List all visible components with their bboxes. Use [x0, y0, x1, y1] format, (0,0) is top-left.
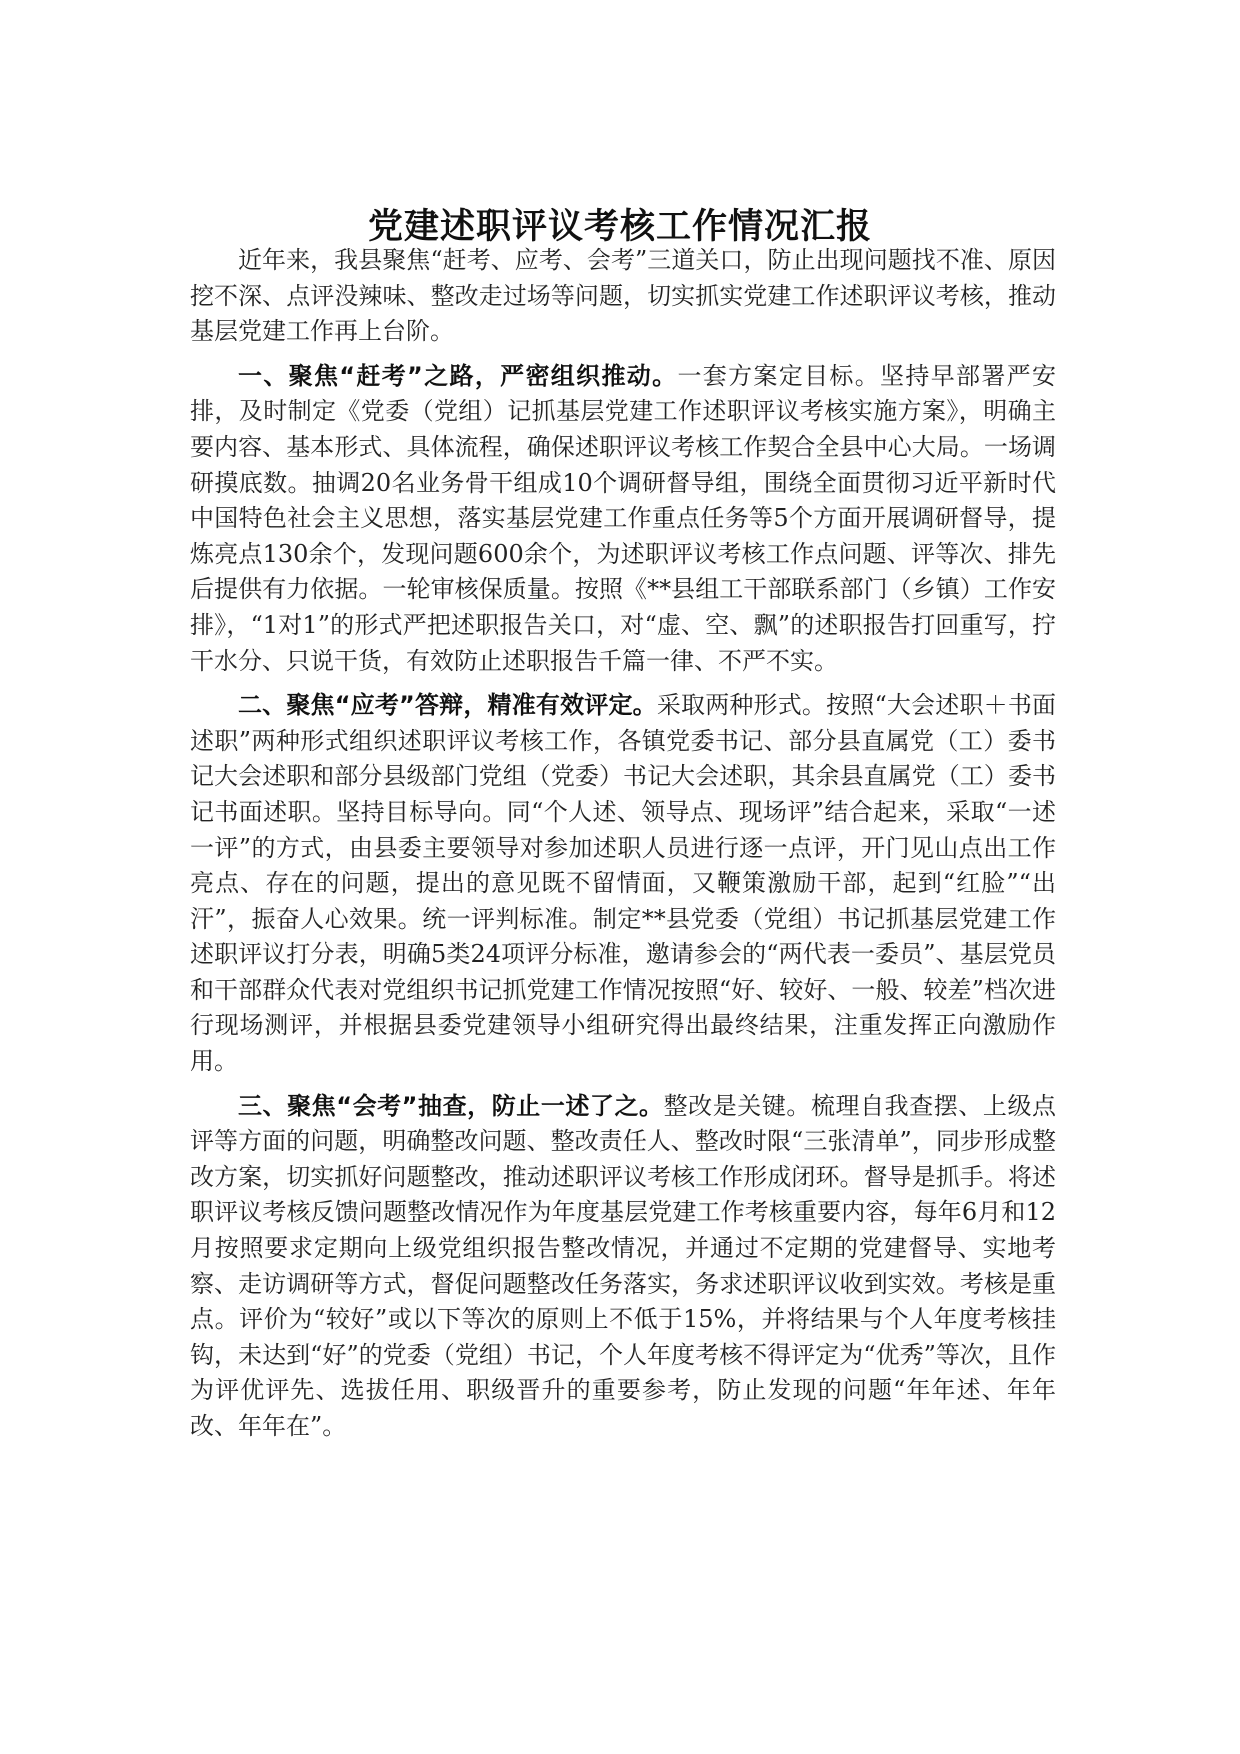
intro-paragraph: 近年来，我县聚焦“赶考、应考、会考”三道关口，防止出现问题找不准、原因挖不深、点评没辣味、整改走过场等问题，切实抓实党建工作述职评议考核，推动基层党建工作再上台阶。	[190, 246, 1056, 346]
section-body-1: 一套方案定目标。坚持早部署严安排，及时制定《党委（党组）记抓基层党建工作述职评议考核实施方案》，明确主要内容、基本形式、具体流程，确保述职评议考核工作契合全县中心大局。一场调研摸底数。抽调20名业务骨干组成10个调研督导组，围绕全面贯彻习近平新时代中国特色社会主义思想，落实基层党建工作重点任务等5个方面开展调研督导，提炼亮点130余个，发现问题600余个，为述职评议考核工作点问题、评等次、排先后提供有力依据。一轮审核保质量。按照《**县组工干部联系部门（乡镇）工作安排》，“1对1”的形式严把述职报告关口，对“虚、空、飘”的述职报告打回重写，拧干水分、只说干货，有效防止述职报告千篇一律、不严不实。	[190, 361, 1057, 675]
document-title: 党建述职评议考核工作情况汇报	[367, 207, 872, 247]
section-body-2: 采取两种形式。按照“大会述职＋书面述职”两种形式组织述职评议考核工作，各镇党委书记、部分县直属党（工）委书记大会述职和部分县级部门党组（党委）书记大会述职，其余县直属党（工）委书记书面述职。坚持目标导向。同“个人述、领导点、现场评”结合起来，采取“一述一评”的方式，由县委主要领导对参加述职人员进行逐一点评，开门见山点出工作亮点、存在的问题，提出的意见既不留情面，又鞭策激励干部，起到“红脸”“出汗”，振奋人心效果。统一评判标准。制定**县党委（党组）书记抓基层党建工作述职评议打分表，明确5类24项评分标准，邀请参会的“两代表一委员”、基层党员和干部群众代表对党组织书记抓党建工作情况按照“好、较好、一般、较差”档次进行现场测评，并根据县委党建领导小组研究得出最终结果，注重发挥正向激励作用。	[190, 691, 1057, 1076]
section-paragraph-3	[190, 1089, 1056, 1445]
section-heading-3: 三、聚焦“会考”抽查，防止一述了之。	[238, 1091, 664, 1120]
section-paragraph-2	[190, 688, 1056, 1080]
document-body	[190, 243, 1056, 1445]
section-heading-1: 一、聚焦“赶考”之路，严密组织推动。	[238, 361, 678, 390]
section-body-3: 整改是关键。梳理自我查摆、上级点评等方面的问题，明确整改问题、整改责任人、整改时限“三张清单”，同步形成整改方案，切实抓好问题整改，推动述职评议考核工作形成闭环。督导是抓手。将述职评议考核反馈问题整改情况作为年度基层党建工作考核重要内容，每年6月和12月按照要求定期向上级党组织报告整改情况，并通过不定期的党建督导、实地考察、走访调研等方式，督促问题整改任务落实，务求述职评议收到实效。考核是重点。评价为“较好”或以下等次的原则上不低于15%，并将结果与个人年度考核挂钩，未达到“好”的党委（党组）书记，个人年度考核不得评定为“优秀”等次，且作为评优评先、选拔任用、职级晋升的重要参考，防止发现的问题“年年述、年年改、年年在”。	[190, 1091, 1057, 1440]
section-heading-2: 二、聚焦“应考”答辩，精准有效评定。	[238, 691, 657, 720]
section-paragraph-1	[190, 359, 1056, 679]
